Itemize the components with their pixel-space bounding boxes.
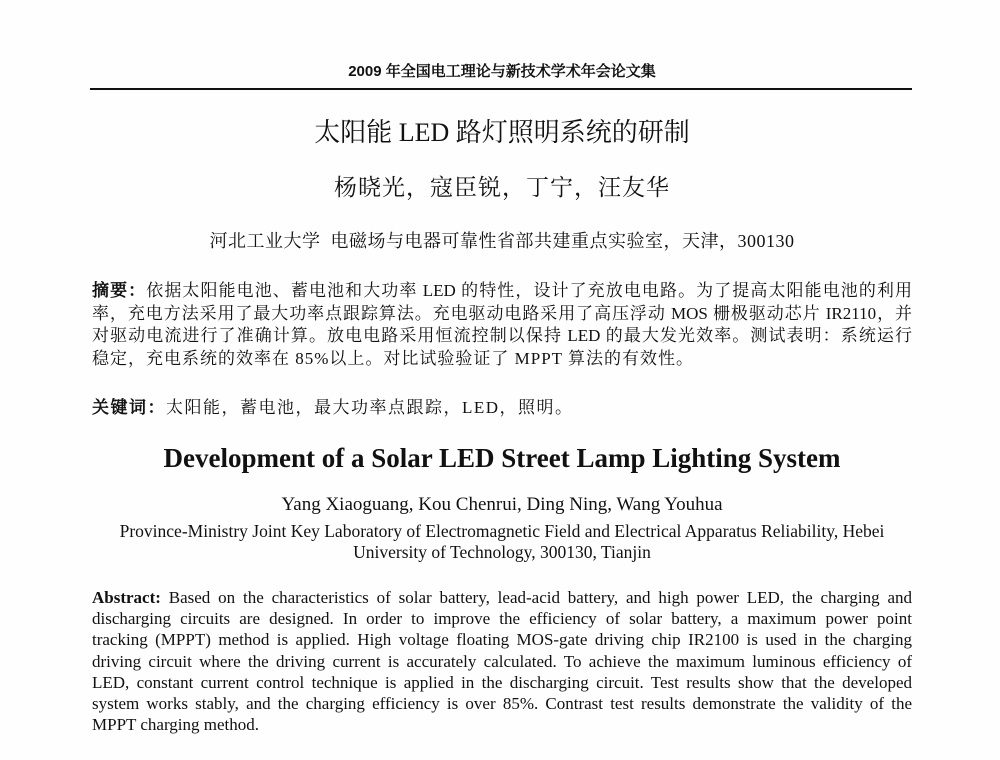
abstract-en-text-2: discharging circuits are designed. In order to improve the efficiency of solar battery, a maximum power point xyxy=(92,609,912,629)
abstract-en-line-2 xyxy=(92,608,912,629)
abstract-cn-text-3: 对驱动电流进行了准确计算。放电电路采用恒流控制以保持 LED 的最大发光效率。测试表明：系统运行 xyxy=(92,326,912,346)
abstract-en-line-5 xyxy=(92,672,912,693)
keywords-cn-text: 太阳能，蓄电池，最大功率点跟踪，LED，照明。 xyxy=(166,398,574,417)
abstract-en-label: Abstract: xyxy=(92,588,161,607)
abstract-cn-text-4: 稳定，充电系统的效率在 85%以上。对比试验验证了 MPPT 算法的有效性。 xyxy=(92,348,695,368)
abstract-cn-line-4 xyxy=(92,348,912,371)
affiliation-en xyxy=(92,521,912,563)
abstract-en-line-7 xyxy=(92,714,912,735)
abstract-en-text-3: tracking (MPPT) method is applied. High voltage floating MOS-gate driving chip IR2100 is used in the charging xyxy=(92,630,912,650)
abstract-en-line-1 xyxy=(92,587,912,608)
affiliation-en-line-2: University of Technology, 300130, Tianjin xyxy=(353,542,651,562)
abstract-en-text-4: driving circuit where the driving current is accurately calculated. To achieve the maximum luminous efficiency of xyxy=(92,651,912,671)
proceedings-header: 2009 年全国电工理论与新技术学术年会论文集 xyxy=(348,63,656,80)
abstract-en-text-1: Based on the characteristics of solar battery, lead-acid battery, and high power LED, the charging and xyxy=(168,588,913,607)
title-en: Development of a Solar LED Street Lamp Lighting System xyxy=(163,443,841,473)
abstract-cn-text-1: 依据太阳能电池、蓄电池和大功率 LED 的特性，设计了充放电电路。为了提高太阳能电池的利用 xyxy=(146,281,913,300)
keywords-cn xyxy=(92,397,912,420)
abstract-cn-line-3 xyxy=(92,325,912,348)
abstract-en-line-6 xyxy=(92,693,912,714)
header-rule xyxy=(90,88,912,90)
abstract-cn-line-2 xyxy=(92,303,912,326)
abstract-cn xyxy=(92,280,912,370)
abstract-en xyxy=(92,587,912,735)
title-cn: 太阳能 LED 路灯照明系统的研制 xyxy=(314,118,690,147)
abstract-cn-label: 摘要： xyxy=(92,281,147,300)
authors-en: Yang Xiaoguang, Kou Chenrui, Ding Ning, Wang Youhua xyxy=(281,494,723,515)
affiliation-cn: 河北工业大学 电磁场与电器可靠性省部共建重点实验室，天津，300130 xyxy=(209,231,795,251)
affiliation-en-line-1: Province-Ministry Joint Key Laboratory of Electromagnetic Field and Electrical Apparatus Reliability, Hebei xyxy=(119,521,885,541)
abstract-en-text-5: LED, constant current control technique is applied in the discharging circuit. Test results show that the developed xyxy=(92,672,912,692)
abstract-cn-text-2: 率，充电方法采用了最大功率点跟踪算法。充电驱动电路采用了高压浮动 MOS 栅极驱动芯片 IR2110，并 xyxy=(92,303,912,323)
authors-cn: 杨晓光，寇臣锐，丁宁，汪友华 xyxy=(334,175,670,200)
keywords-cn-label: 关键词： xyxy=(92,398,166,417)
abstract-en-line-3 xyxy=(92,629,912,650)
abstract-cn-line-1 xyxy=(92,280,912,303)
abstract-en-text-7: MPPT charging method. xyxy=(92,715,260,735)
abstract-en-text-6: system works stably, and the charging efficiency is over 85%. Contrast test results demonstrate the validity of the xyxy=(92,694,912,714)
abstract-en-line-4 xyxy=(92,651,912,672)
